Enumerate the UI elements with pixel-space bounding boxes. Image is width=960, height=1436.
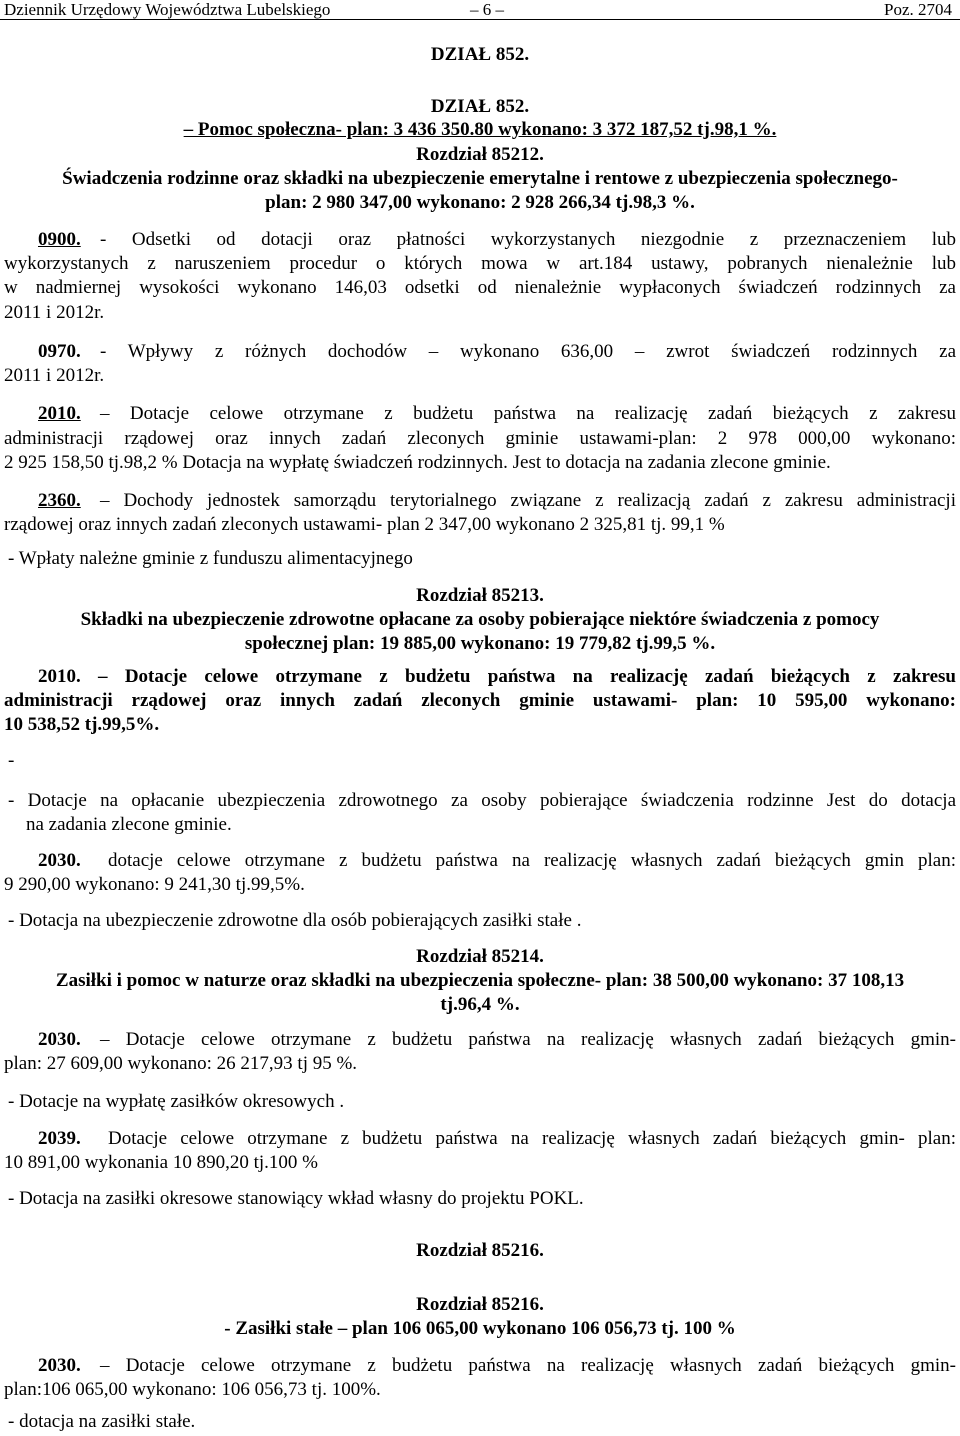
section-heading: DZIAŁ 852. [430,44,530,65]
paragraph-text: - Dotacja na zasiłki okresowe stanowiący wkład własny do projektu POKL. [8,1188,584,1209]
paragraph-text: 2011 i 2012r. [4,365,105,386]
paragraph-text: Dotacje celowe otrzymane z budżetu państwa na realizację własnych zadań bieżących gmin- plan: [108,1128,956,1149]
paragraph-text: w nadmiernej wysokości wykonano 146,03 odsetki od nienależnie wypłaconych świadczeń rodzinnych za [4,277,956,298]
paragraph-code-2360: 2360. [38,490,81,511]
paragraph-text: – Dochody jednostek samorządu terytorialnego związane z realizacją zadań z zakresu administracji [100,490,956,511]
paragraph-text: dotacje celowe otrzymane z budżetu państwa na realizację własnych zadań bieżących gmin plan: [108,850,956,871]
chapter-heading-85212: Rozdział 85212. [416,144,544,165]
chapter-heading-85216-repeat: Rozdział 85216. [416,1294,544,1315]
chapter-title-85213: Składki na ubezpieczenie zdrowotne opłacane za osoby pobierające niektóre świadczenia z pomocy [80,609,880,630]
chapter-heading-85214: Rozdział 85214. [416,946,544,967]
section-heading-repeat: DZIAŁ 852. [430,96,530,117]
chapter-heading-85216: Rozdział 85216. [416,1240,544,1261]
paragraph-code-0900: 0900. [38,229,81,250]
paragraph-text: administracji rządowej oraz innych zadań zleconych gminie ustawami-plan: 2 978 000,00 wykonano: [4,428,956,449]
chapter-plan-85212: plan: 2 980 347,00 wykonano: 2 928 266,34 tj.98,3 %. [265,192,695,213]
paragraph-text: rządowej oraz innych zadań zleconych ustawami- plan 2 347,00 wykonano 2 325,81 tj. 99,1 % [4,514,725,535]
chapter-title-85214: Zasiłki i pomoc w naturze oraz składki na ubezpieczenia społeczne- plan: 38 500,00 wykonano: 37 108,13 [55,970,905,991]
header-rule [0,19,960,20]
paragraph-code-2010: 2010. [38,403,81,424]
paragraph-text: - Wpłaty należne gminie z funduszu alimentacyjnego [8,548,413,569]
paragraph-text: - Wpływy z różnych dochodów – wykonano 636,00 – zwrot świadczeń rodzinnych za [100,341,956,362]
paragraph-text: - Dotacja na ubezpieczenie zdrowotne dla osób pobierających zasiłki stałe . [8,910,582,931]
chapter-title-85212: Świadczenia rodzinne oraz składki na ubezpieczenie emerytalne i rentowe z ubezpieczenia społecznego- [62,168,898,189]
paragraph-text: plan:106 065,00 wykonano: 106 056,73 tj. 100%. [4,1379,381,1400]
paragraph-text: – Dotacje celowe otrzymane z budżetu państwa na realizację zadań bieżących z zakresu [100,403,956,424]
paragraph-text-2010: 2010. – Dotacje celowe otrzymane z budżetu państwa na realizację zadań bieżących z zakresu [38,666,956,687]
paragraph-text: administracji rządowej oraz innych zadań zleconych gminie ustawami- plan: 10 595,00 wykonano: [4,690,956,711]
paragraph-text: na zadania zlecone gminie. [26,814,232,835]
paragraph-text: wykorzystanych z naruszeniem procedur o których mowa w art.184 ustawy, pobranych nienależnie lub [4,253,956,274]
position-number: Poz. 2704 [884,0,952,19]
chapter-heading-85213: Rozdział 85213. [416,585,544,606]
paragraph-text: 10 891,00 wykonania 10 890,20 tj.100 % [4,1152,319,1173]
paragraph-text: - Dotacje na opłacanie ubezpieczenia zdrowotnego za osoby pobierające świadczenia rodzinne Jest do dotacja [8,790,956,811]
paragraph-code-2030: 2030. [38,1029,81,1050]
paragraph-text: plan: 27 609,00 wykonano: 26 217,93 tj 95 %. [4,1053,358,1074]
paragraph-code-2039: 2039. [38,1128,81,1149]
chapter-plan-85213: społecznej plan: 19 885,00 wykonano: 19 779,82 tj.99,5 %. [244,633,716,654]
paragraph-text: – Dotacje celowe otrzymane z budżetu państwa na realizację własnych zadań bieżących gmin- [100,1355,956,1376]
list-dash: - [8,750,15,771]
page-number: – 6 – [470,0,504,19]
paragraph-code-2030: 2030. [38,1355,81,1376]
paragraph-code-2030: 2030. [38,850,81,871]
paragraph-text: 9 290,00 wykonano: 9 241,30 tj.99,5%. [4,874,305,895]
paragraph-text: - dotacja na zasiłki stałe. [8,1411,196,1432]
paragraph-text: 10 538,52 tj.99,5%. [4,714,160,735]
paragraph-text: – Dotacje celowe otrzymane z budżetu państwa na realizację własnych zadań bieżących gmin- [100,1029,956,1050]
chapter-plan-85216: - Zasiłki stałe – plan 106 065,00 wykonano 106 056,73 tj. 100 % [224,1318,736,1339]
journal-title: Dziennik Urzędowy Województwa Lubelskiego [4,0,331,19]
paragraph-text: 2011 i 2012r. [4,302,105,323]
paragraph-code-0970: 0970. [38,341,81,362]
paragraph-text: - Odsetki od dotacji oraz płatności wykorzystanych niezgodnie z przeznaczeniem lub [100,229,956,250]
paragraph-text: - Dotacje na wypłatę zasiłków okresowych . [8,1091,345,1112]
chapter-plan-85214: tj.96,4 %. [440,994,520,1015]
paragraph-text: 2 925 158,50 tj.98,2 % Dotacja na wypłatę świadczeń rodzinnych. Jest to dotacja na zadania zlecone gminie. [4,452,831,473]
section-plan-summary: – Pomoc społeczna- plan: 3 436 350.80 wykonano: 3 372 187,52 tj.98,1 %. [183,119,777,140]
